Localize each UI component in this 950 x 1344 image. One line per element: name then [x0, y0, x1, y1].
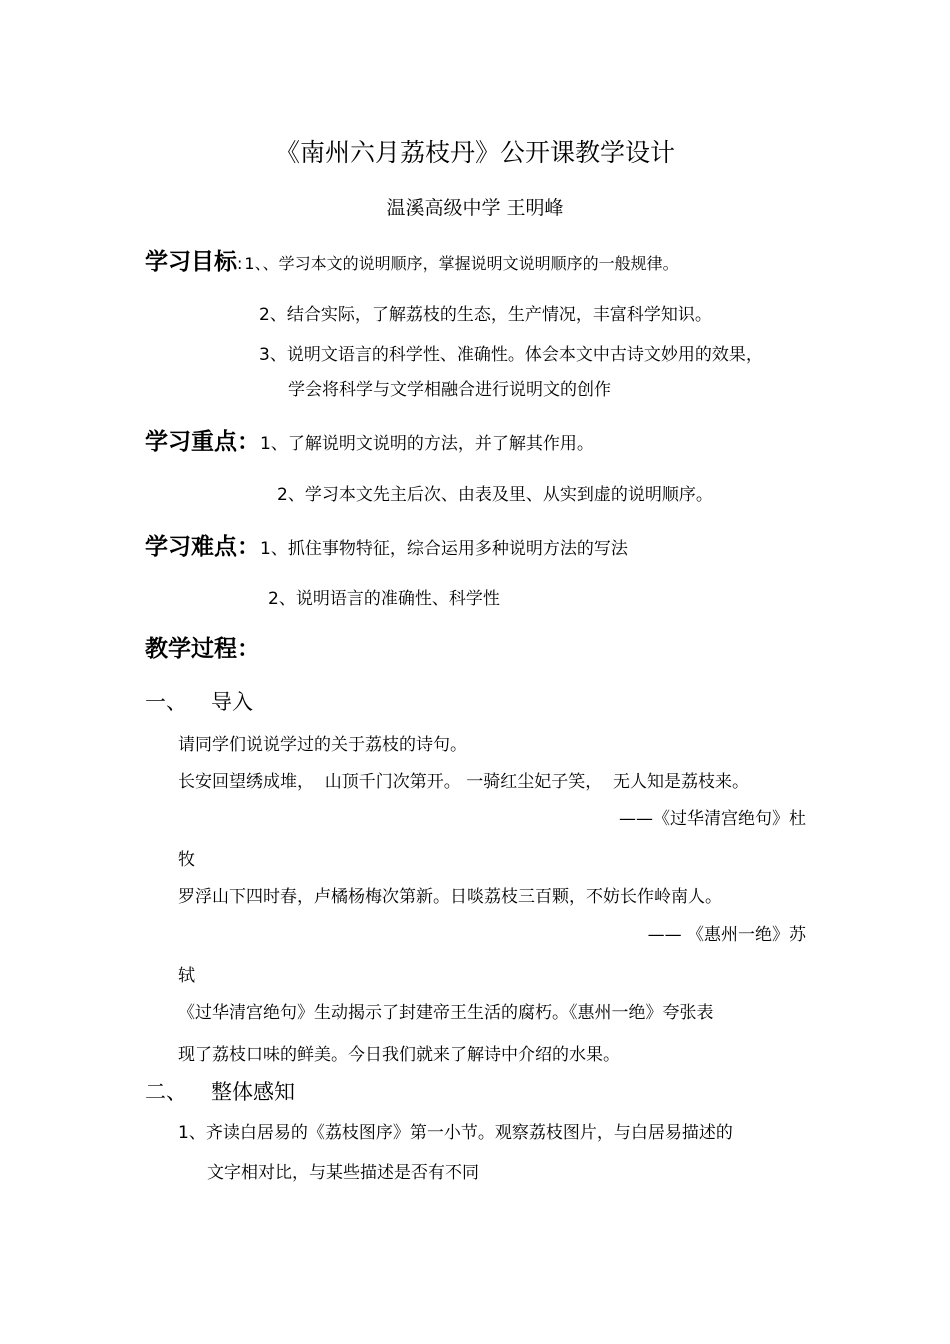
- key-points-row: [145, 423, 594, 456]
- difficulties-row: [145, 528, 628, 561]
- document-title: 《南州六月荔枝丹》公开课教学设计: [274, 138, 675, 167]
- poem-2-text: 罗浮山下四时春，卢橘杨梅次第新。日啖荔枝三百颗，不妨长作岭南人。: [178, 887, 722, 907]
- section1-commentary-2: 现了荔枝口味的鲜美。今日我们就来了解诗中介绍的水果。: [178, 1045, 620, 1065]
- process-heading: 教学过程：: [145, 636, 260, 662]
- poem-1-source-cont: 牧: [178, 850, 195, 870]
- poem-1-source: ——《过华清宫绝句》杜: [619, 809, 806, 829]
- objectives-item-3: 3、说明文语言的科学性、准确性。体会本文中古诗文妙用的效果，: [259, 345, 763, 365]
- difficulties-item-1: 1、抓住事物特征，综合运用多种说明方法的写法: [260, 539, 628, 559]
- objectives-label: 学习目标: [145, 249, 237, 275]
- section1-title: 导入: [211, 690, 253, 714]
- section1-commentary-1: 《过华清宫绝句》生动揭示了封建帝王生活的腐朽。《惠州一绝》夸张表: [178, 1003, 714, 1023]
- objectives-item-2: 2、结合实际，了解荔枝的生态，生产情况，丰富科学知识。: [259, 305, 712, 325]
- key-points-item-2: 2、学习本文先主后次、由表及里、从实到虚的说明顺序。: [277, 485, 713, 505]
- poem-2-source: —— 《惠州一绝》苏: [647, 925, 806, 945]
- section1-number: 一、: [145, 690, 187, 714]
- section1-line-1: 请同学们说说学过的关于荔枝的诗句。: [178, 735, 467, 755]
- objectives-row: [145, 243, 679, 276]
- document-author: 温溪高级中学 王明峰: [386, 197, 564, 219]
- poem-1-text: 长安回望绣成堆， 山顶千门次第开。 一骑红尘妃子笑， 无人知是荔枝来。: [178, 772, 750, 792]
- key-points-item-1: 1、了解说明文说明的方法，并了解其作用。: [260, 434, 594, 454]
- section2-number: 二、: [145, 1080, 187, 1104]
- section2-item-1: 1、齐读白居易的《荔枝图序》第一小节。观察荔枝图片，与白居易描述的: [178, 1123, 733, 1143]
- objectives-item-3-cont: 学会将科学与文学相融合进行说明文的创作: [288, 380, 611, 400]
- objectives-colon: :: [237, 254, 243, 273]
- poem-2-source-cont: 轼: [178, 966, 195, 986]
- objectives-item-1: 1、、学习本文的说明顺序，掌握说明文说明顺序的一般规律。: [244, 254, 679, 273]
- key-points-label: 学习重点：: [145, 429, 260, 455]
- section2-item-1-cont: 文字相对比，与某些描述是否有不同: [207, 1163, 479, 1183]
- difficulties-label: 学习难点：: [145, 534, 260, 560]
- section2-title: 整体感知: [211, 1080, 295, 1104]
- difficulties-item-2: 2、说明语言的准确性、科学性: [268, 589, 500, 609]
